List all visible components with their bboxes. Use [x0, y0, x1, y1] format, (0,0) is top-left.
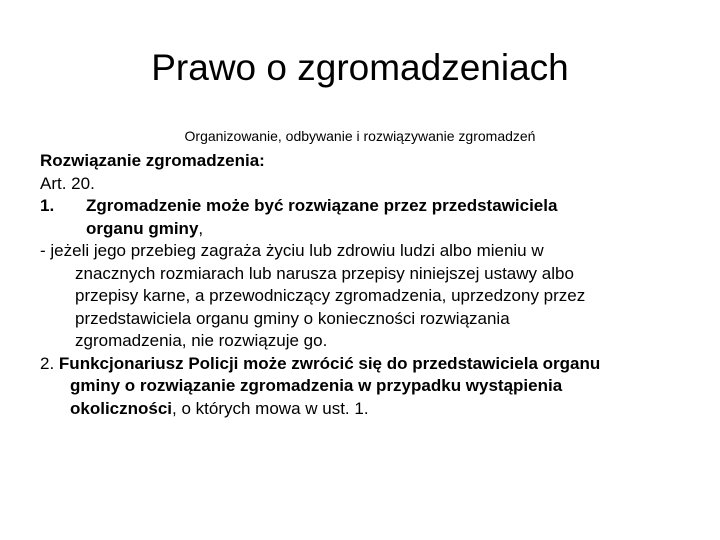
list-item-2-line-1 — [40, 353, 700, 376]
section-heading: Rozwiązanie zgromadzenia: — [40, 151, 265, 170]
condition-line-5: zgromadzenia, nie rozwiązuje go. — [75, 331, 328, 350]
list-item-2-tail: , o których mowa w ust. 1. — [172, 398, 369, 418]
list-item-1 — [40, 195, 700, 240]
slide-body — [40, 150, 700, 420]
list-item-1-number: 1. — [40, 196, 55, 215]
article-label: Art. 20. — [40, 173, 95, 193]
list-item-2-line-2: gminy o rozwiązanie zgromadzenia w przypadku wystąpienia — [70, 376, 563, 395]
list-item-2-number: 2. — [40, 353, 55, 373]
list-item-1-text: Zgromadzenie może być rozwiązane przez przedstawiciela — [86, 196, 558, 215]
list-item-1-line-2 — [40, 218, 700, 241]
list-item-2-emphasis: okoliczności — [70, 398, 173, 418]
list-item-2-text-1: Funkcjonariusz Policji może zwrócić się do przedstawiciela organu — [58, 353, 601, 373]
condition-line-4: przedstawiciela organu gminy o konieczności rozwiązania — [75, 308, 510, 328]
condition-line-3: przepisy karne, a przewodniczący zgromadzenia, uprzedzony przez — [75, 286, 586, 305]
list-item-2 — [40, 353, 700, 421]
condition-line-1: - jeżeli jego przebieg zagraża życiu lub zdrowiu ludzi albo mieniu w — [40, 241, 544, 260]
list-item-2-line-3 — [40, 398, 700, 421]
condition-paragraph — [40, 240, 700, 353]
list-item-1-line-1 — [40, 195, 700, 218]
slide-title: Prawo o zgromadzeniach — [151, 47, 569, 88]
condition-line-2: znacznych rozmiarach lub narusza przepisy niniejszej ustawy albo — [75, 263, 574, 283]
list-item-1-emphasis: organu gminy — [86, 218, 199, 238]
slide-subtitle: Organizowanie, odbywanie i rozwiązywanie zgromadzeń — [184, 128, 536, 144]
list-item-1-tail: , — [198, 218, 204, 238]
